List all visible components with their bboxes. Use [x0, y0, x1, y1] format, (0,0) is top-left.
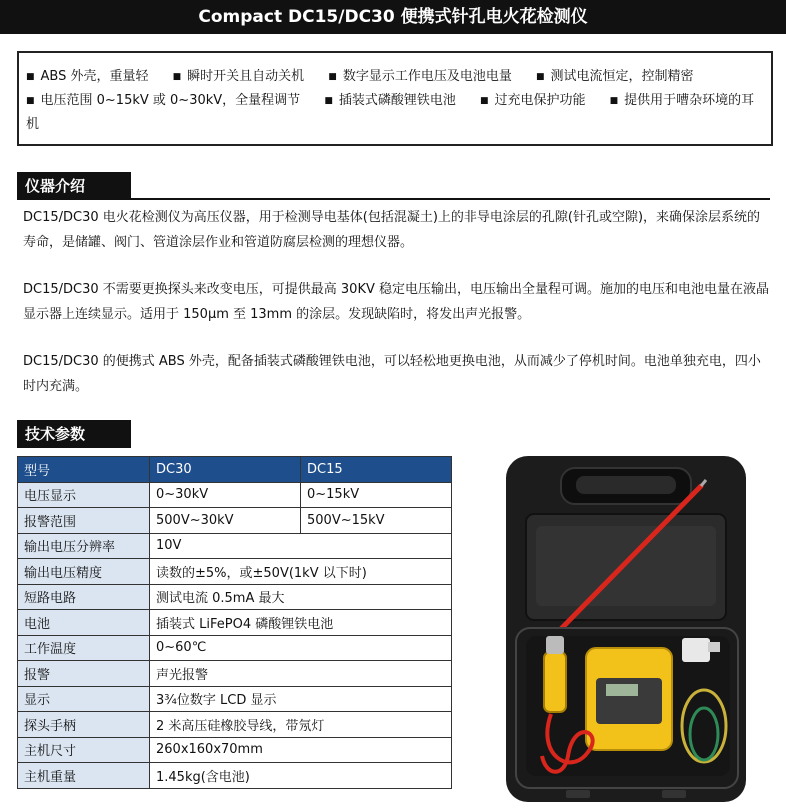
- bullet-icon: ■: [26, 72, 35, 82]
- row-label: 短路电路: [18, 584, 150, 610]
- cell-value: 测试电流 0.5mA 最大: [150, 584, 452, 610]
- cell-value: 10V: [150, 533, 452, 559]
- cell-value: 2 米高压硅橡胶导线，带氖灯: [150, 712, 452, 738]
- feature-box: [17, 51, 773, 146]
- feature-item: [480, 89, 586, 113]
- cell-value: 0~15kV: [301, 482, 452, 508]
- bullet-icon: ■: [535, 72, 545, 82]
- page-title: Compact DC15/DC30 便携式针孔电火花检测仪: [0, 0, 786, 34]
- feature-text: 提供用于嘈杂环境的耳机: [26, 93, 755, 132]
- cell-value: 0~30kV: [150, 482, 301, 508]
- table-header-cell: DC15: [301, 457, 452, 483]
- intro-paragraph: DC15/DC30 电火花检测仪为高压仪器，用于检测导电基体(包括混凝土)上的非导电涂层的孔隙(针孔或空隙)，来确保涂层系统的寿命，是储罐、阀门、管道涂层作业和管道防腐层检测的理想仪器。: [23, 210, 761, 250]
- bullet-icon: ■: [479, 96, 489, 106]
- row-label: 输出电压精度: [18, 559, 150, 585]
- row-label: 报警范围: [18, 508, 150, 534]
- table-row: [18, 610, 452, 636]
- feature-text: 瞬时开关且自动关机: [187, 69, 305, 84]
- row-label: 显示: [18, 686, 150, 712]
- cell-value: 声光报警: [150, 661, 452, 687]
- feature-text: 电压范围 0~15kV 或 0~30kV，全量程调节: [40, 93, 301, 108]
- feature-item: [324, 89, 456, 113]
- table-header-row: [18, 457, 452, 483]
- table-row: [18, 686, 452, 712]
- feature-item: [26, 89, 300, 113]
- row-label: 电压显示: [18, 482, 150, 508]
- case-latch: [566, 790, 590, 798]
- feature-text: 数字显示工作电压及电池电量: [342, 69, 512, 84]
- cell-value: 读数的±5%，或±50V(1kV 以下时): [150, 559, 452, 585]
- bullet-icon: ■: [172, 72, 182, 82]
- probe-handle: [544, 652, 566, 712]
- feature-item: [26, 65, 148, 89]
- brush-clip: [708, 642, 720, 652]
- table-row: [18, 763, 452, 789]
- row-label: 主机尺寸: [18, 737, 150, 763]
- probe-neon-lamp: [546, 636, 564, 654]
- cell-value: 插装式 LiFePO4 磷酸锂铁电池: [150, 610, 452, 636]
- table-row: [18, 584, 452, 610]
- case-latch: [662, 790, 686, 798]
- feature-item: [328, 65, 512, 89]
- table-row: [18, 559, 452, 585]
- table-row: [18, 508, 452, 534]
- product-case-image: [476, 456, 776, 802]
- row-label: 报警: [18, 661, 150, 687]
- table-row: [18, 533, 452, 559]
- feature-text: 测试电流恒定，控制精密: [550, 69, 694, 84]
- brush-electrode: [682, 638, 710, 662]
- feature-item: [173, 65, 305, 89]
- spec-table: [17, 456, 452, 789]
- cell-value: 500V~30kV: [150, 508, 301, 534]
- row-label: 探头手柄: [18, 712, 150, 738]
- feature-text: 插装式磷酸锂铁电池: [338, 93, 456, 108]
- table-header-cell: 型号: [18, 457, 150, 483]
- cell-value: 1.45kg(含电池): [150, 763, 452, 789]
- instrument-display: [606, 684, 638, 696]
- feature-item: [536, 65, 694, 89]
- bullet-icon: ■: [328, 72, 337, 82]
- bullet-icon: ■: [26, 96, 35, 106]
- case-handle-grip: [576, 476, 676, 494]
- section-heading-specs: 技术参数: [17, 420, 131, 448]
- cell-value: 0~60℃: [150, 635, 452, 661]
- cell-value: 260x160x70mm: [150, 737, 452, 763]
- row-label: 工作温度: [18, 635, 150, 661]
- intro-paragraph: DC15/DC30 不需要更换探头来改变电压，可提供最高 30KV 稳定电压输出，电压输出全量程可调。施加的电压和电池电量在液晶显示器上连续显示。适用于 150μm 至 13mm 的涂层。发现缺陷时，将发出声光报警。: [23, 282, 769, 322]
- intro-paragraph: DC15/DC30 的便携式 ABS 外壳，配备插装式磷酸锂铁电池，可以轻松地更换电池，从而减少了停机时间。电池单独充电，四小时内充满。: [23, 354, 761, 394]
- row-label: 主机重量: [18, 763, 150, 789]
- feature-text: ABS 外壳，重量轻: [40, 69, 149, 84]
- table-row: [18, 661, 452, 687]
- table-row: [18, 482, 452, 508]
- cell-value: 500V~15kV: [301, 508, 452, 534]
- feature-text: 过充电保护功能: [494, 93, 586, 108]
- table-header-cell: DC30: [150, 457, 301, 483]
- bullet-icon: ■: [324, 96, 333, 106]
- table-row: [18, 737, 452, 763]
- cell-value: 3¾位数字 LCD 显示: [150, 686, 452, 712]
- bullet-icon: ■: [609, 96, 619, 106]
- row-label: 输出电压分辨率: [18, 533, 150, 559]
- row-label: 电池: [18, 610, 150, 636]
- table-row: [18, 712, 452, 738]
- table-row: [18, 635, 452, 661]
- section-heading-intro: 仪器介绍: [17, 172, 131, 200]
